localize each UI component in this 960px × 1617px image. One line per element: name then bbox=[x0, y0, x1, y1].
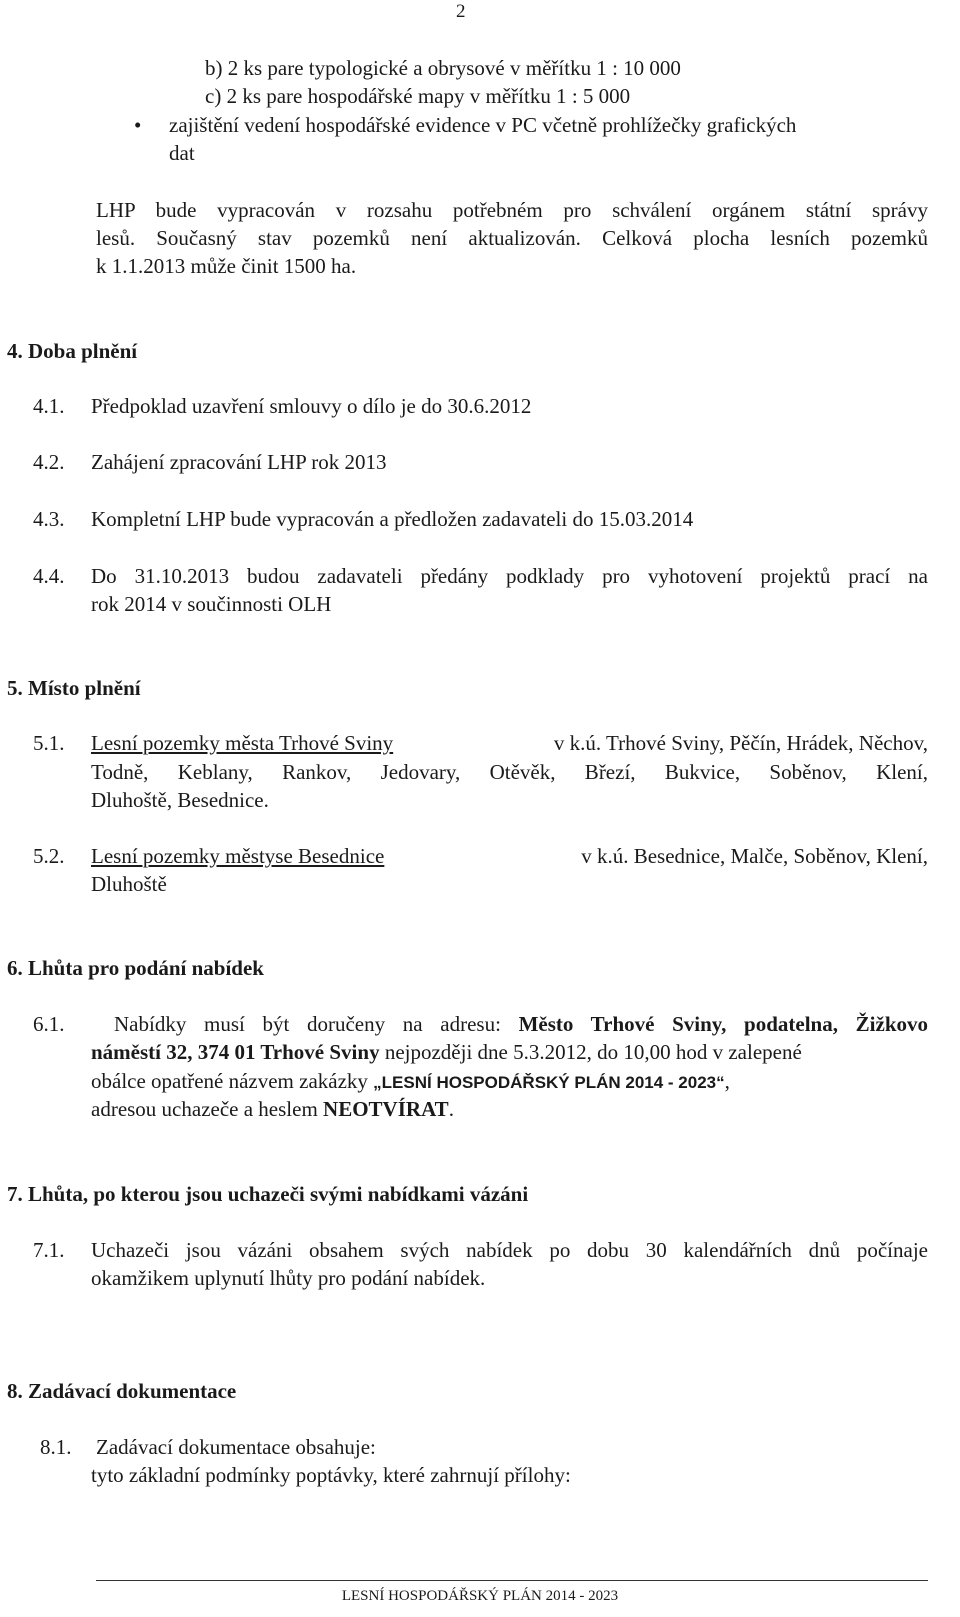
item-number: 5.2. bbox=[33, 844, 65, 868]
item-text: , bbox=[724, 1069, 730, 1093]
item-text: Dluhoště, Besednice. bbox=[91, 788, 269, 812]
item-text: rok 2014 v součinnosti OLH bbox=[91, 592, 332, 616]
item-5-1-line1 bbox=[91, 729, 928, 757]
password-bold: NEOTVÍRAT bbox=[323, 1097, 449, 1121]
item-number: 4.1. bbox=[33, 394, 65, 418]
address-bold: náměstí 32, 374 01 Trhové Sviny bbox=[91, 1040, 380, 1064]
intro-line3: k 1.1.2013 může činit 1500 ha. bbox=[96, 254, 357, 278]
intro-line1: LHP bude vypracován v rozsahu potřebném pro schválení orgánem státní správy bbox=[96, 198, 928, 222]
item-text: v k.ú. Trhové Sviny, Pěčín, Hrádek, Něchov, bbox=[553, 731, 928, 755]
section-heading-6: 6. Lhůta pro podání nabídek bbox=[7, 956, 264, 980]
item-number: 4.4. bbox=[33, 564, 65, 588]
item-text: . bbox=[448, 1097, 454, 1121]
section-heading-7: 7. Lhůta, po kterou jsou uchazeči svými nabídkami vázáni bbox=[7, 1182, 529, 1206]
item-text: Zahájení zpracování LHP rok 2013 bbox=[91, 450, 387, 474]
item-number: 4.3. bbox=[33, 507, 65, 531]
contract-name: „LESNÍ HOSPODÁŘSKÝ PLÁN 2014 - 2023“ bbox=[373, 1073, 725, 1092]
list-item-c: c) 2 ks pare hospodářské mapy v měřítku 1 : 5 000 bbox=[205, 84, 631, 108]
location-link: Lesní pozemky města Trhové Sviny bbox=[91, 731, 394, 755]
item-6-1-line2 bbox=[91, 1038, 802, 1066]
item-text: okamžikem uplynutí lhůty pro podání nabídek. bbox=[91, 1266, 486, 1290]
item-text: v k.ú. Besednice, Malče, Soběnov, Klení, bbox=[581, 844, 928, 868]
bullet-item-line2: dat bbox=[169, 141, 195, 165]
item-text: tyto základní podmínky poptávky, které zahrnují přílohy: bbox=[91, 1463, 571, 1487]
item-text: Nabídky musí být doručeny na adresu: bbox=[114, 1012, 519, 1036]
item-5-2-line1 bbox=[91, 842, 928, 870]
item-text: Dluhoště bbox=[91, 872, 167, 896]
section-heading-4: 4. Doba plnění bbox=[7, 339, 138, 363]
item-text: obálce opatřené názvem zakázky bbox=[91, 1069, 374, 1093]
item-text: Uchazeči jsou vázáni obsahem svých nabídek po dobu 30 kalendářních dnů počínaje bbox=[91, 1238, 928, 1262]
footer-divider bbox=[96, 1580, 928, 1581]
item-number: 5.1. bbox=[33, 731, 65, 755]
item-number: 7.1. bbox=[33, 1238, 65, 1262]
item-number: 4.2. bbox=[33, 450, 65, 474]
item-6-1-line1 bbox=[114, 1010, 928, 1038]
item-6-1-line4 bbox=[91, 1095, 454, 1123]
address-bold: Město Trhové Sviny, podatelna, Žižkovo bbox=[518, 1012, 928, 1036]
item-text: Předpoklad uzavření smlouvy o dílo je do 30.6.2012 bbox=[91, 394, 532, 418]
item-text: nejpozději dne 5.3.2012, do 10,00 hod v zalepené bbox=[379, 1040, 802, 1064]
bullet-item-line1: zajištění vedení hospodářské evidence v PC včetně prohlížečky grafických bbox=[169, 113, 797, 137]
item-text: Kompletní LHP bude vypracován a předložen zadavateli do 15.03.2014 bbox=[91, 507, 694, 531]
item-number: 6.1. bbox=[33, 1012, 65, 1036]
intro-line2: lesů. Současný stav pozemků není aktualizován. Celková plocha lesních pozemků bbox=[96, 226, 928, 250]
item-6-1-line3 bbox=[91, 1067, 730, 1097]
section-heading-5: 5. Místo plnění bbox=[7, 676, 141, 700]
page-number: 2 bbox=[456, 1, 466, 22]
location-link: Lesní pozemky městyse Besednice bbox=[91, 844, 385, 868]
section-heading-8: 8. Zadávací dokumentace bbox=[7, 1379, 237, 1403]
list-item-b: b) 2 ks pare typologické a obrysové v měřítku 1 : 10 000 bbox=[205, 56, 681, 80]
item-text: adresou uchazeče a heslem bbox=[91, 1097, 324, 1121]
item-text: Todně, Keblany, Rankov, Jedovary, Otěvěk, Březí, Bukvice, Soběnov, Klení, bbox=[91, 760, 928, 784]
bullet-glyph: • bbox=[134, 113, 142, 137]
item-text: Do 31.10.2013 budou zadavateli předány podklady pro vyhotovení projektů prací na bbox=[91, 564, 928, 588]
item-text: Zadávací dokumentace obsahuje: bbox=[96, 1435, 376, 1459]
item-number: 8.1. bbox=[40, 1435, 72, 1459]
page-footer: LESNÍ HOSPODÁŘSKÝ PLÁN 2014 - 2023 bbox=[341, 1588, 619, 1604]
